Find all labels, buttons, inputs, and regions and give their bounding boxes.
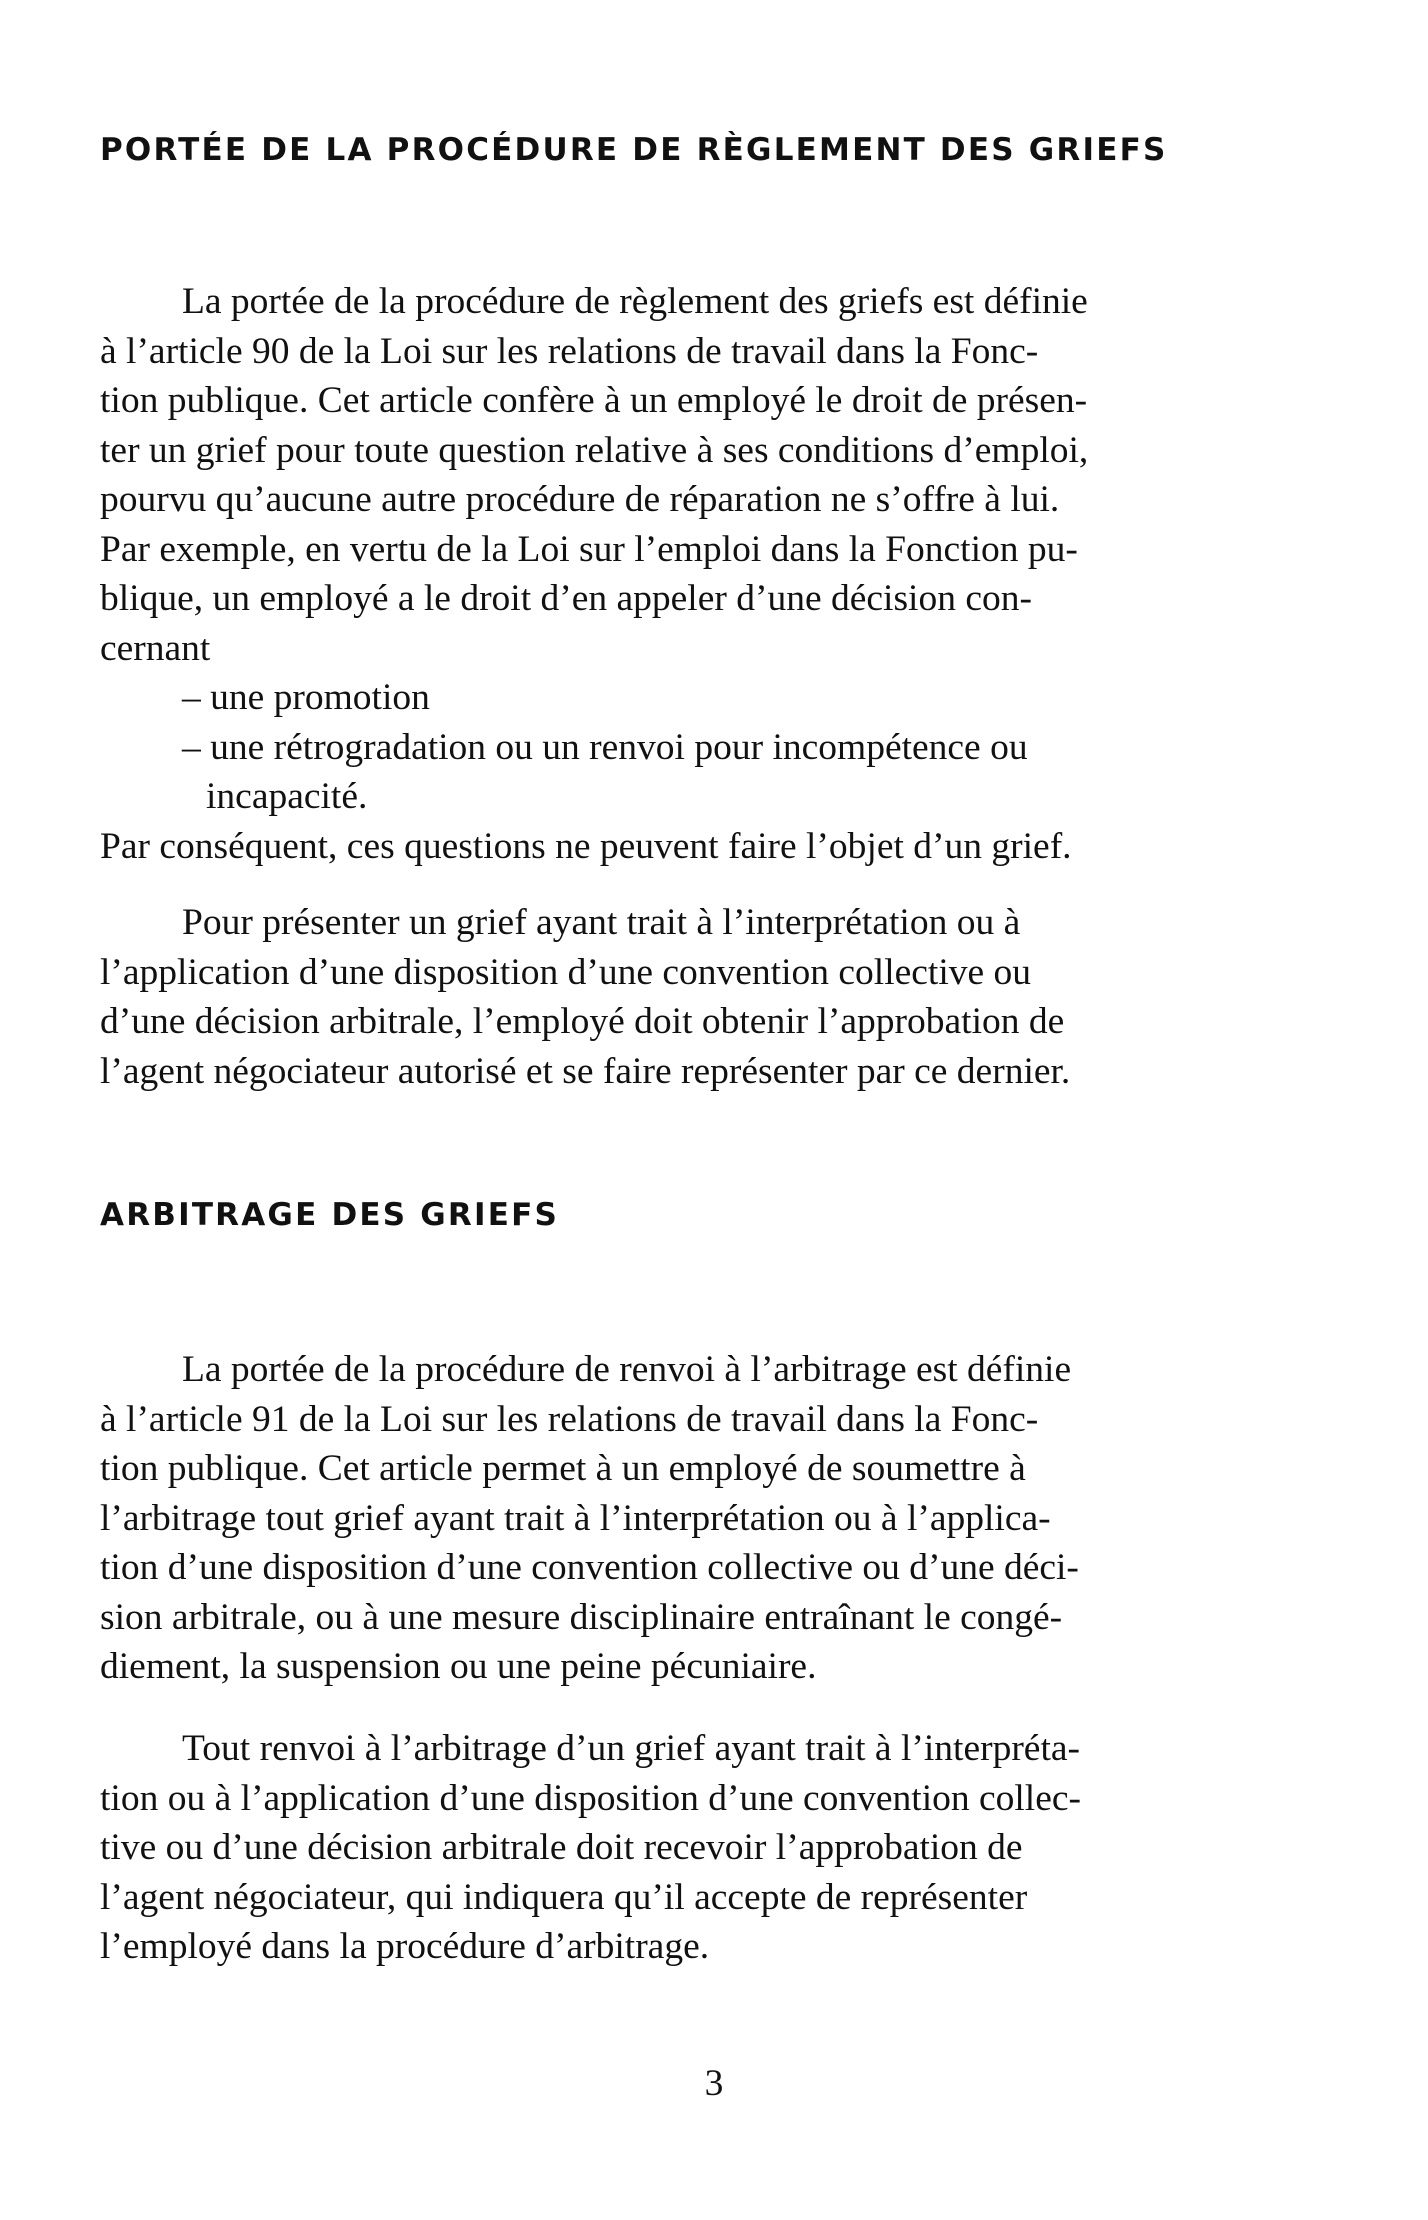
text-line: l’arbitrage tout grief ayant trait à l’interprétation ou à l’applica- <box>100 1497 1051 1539</box>
list-item-demotion-continuation: incapacité. <box>206 776 368 817</box>
text-line: à l’article 90 de la Loi sur les relations de travail dans la Fonc- <box>100 330 1039 372</box>
section-1-paragraph-2 <box>100 898 1300 1096</box>
text-line: à l’article 91 de la Loi sur les relations de travail dans la Fonc- <box>100 1398 1039 1440</box>
list-item-demotion: – une rétrogradation ou un renvoi pour incompétence ou <box>182 726 1028 768</box>
section-2-paragraph-1 <box>100 1345 1300 1692</box>
text-line: diement, la suspension ou une peine pécuniaire. <box>100 1646 817 1687</box>
text-line: Pour présenter un grief ayant trait à l’interprétation ou à <box>182 902 1021 943</box>
text-line: La portée de la procédure de règlement des griefs est définie <box>182 281 1088 322</box>
list-item-promotion: – une promotion <box>182 677 430 718</box>
text-line: l’agent négociateur autorisé et se faire représenter par ce dernier. <box>100 1050 1071 1092</box>
text-line: l’application d’une disposition d’une convention collective ou <box>100 951 1032 993</box>
section-heading-arbitration: ARBITRAGE DES GRIEFS <box>100 1197 560 1233</box>
section-heading-scope: PORTÉE DE LA PROCÉDURE DE RÈGLEMENT DES GRIEFS <box>100 132 1168 168</box>
section-2-paragraph-2 <box>100 1724 1300 1972</box>
text-line: blique, un employé a le droit d’en appeler d’une décision con- <box>100 578 1032 619</box>
text-line: La portée de la procédure de renvoi à l’arbitrage est définie <box>182 1349 1072 1390</box>
text-line: sion arbitrale, ou à une mesure disciplinaire entraînant le congé- <box>100 1596 1063 1638</box>
text-line: l’employé dans la procédure d’arbitrage. <box>100 1926 710 1967</box>
text-line: d’une décision arbitrale, l’employé doit obtenir l’approbation de <box>100 1001 1065 1042</box>
text-line: pourvu qu’aucune autre procédure de réparation ne s’offre à lui. <box>100 479 1060 520</box>
text-line: tion publique. Cet article permet à un employé de soumettre à <box>100 1448 1026 1489</box>
text-line: l’agent négociateur, qui indiquera qu’il accepte de représenter <box>100 1876 1028 1918</box>
text-line: tive ou d’une décision arbitrale doit recevoir l’approbation de <box>100 1827 1023 1868</box>
section-1-paragraph-1 <box>100 277 1300 871</box>
text-line-closing: Par conséquent, ces questions ne peuvent faire l’objet d’un grief. <box>100 825 1072 867</box>
text-line: Tout renvoi à l’arbitrage d’un grief ayant trait à l’interpréta- <box>182 1728 1081 1769</box>
text-line: ter un grief pour toute question relative à ses conditions d’emploi, <box>100 429 1089 471</box>
text-line: tion d’une disposition d’une convention collective ou d’une déci- <box>100 1547 1079 1588</box>
text-line: tion ou à l’application d’une disposition d’une convention collec- <box>100 1777 1082 1819</box>
text-line: Par exemple, en vertu de la Loi sur l’emploi dans la Fonction pu- <box>100 528 1078 570</box>
text-line: tion publique. Cet article confère à un employé le droit de présen- <box>100 380 1088 421</box>
page-number: 3 <box>704 2063 724 2104</box>
text-line: cernant <box>100 627 211 669</box>
